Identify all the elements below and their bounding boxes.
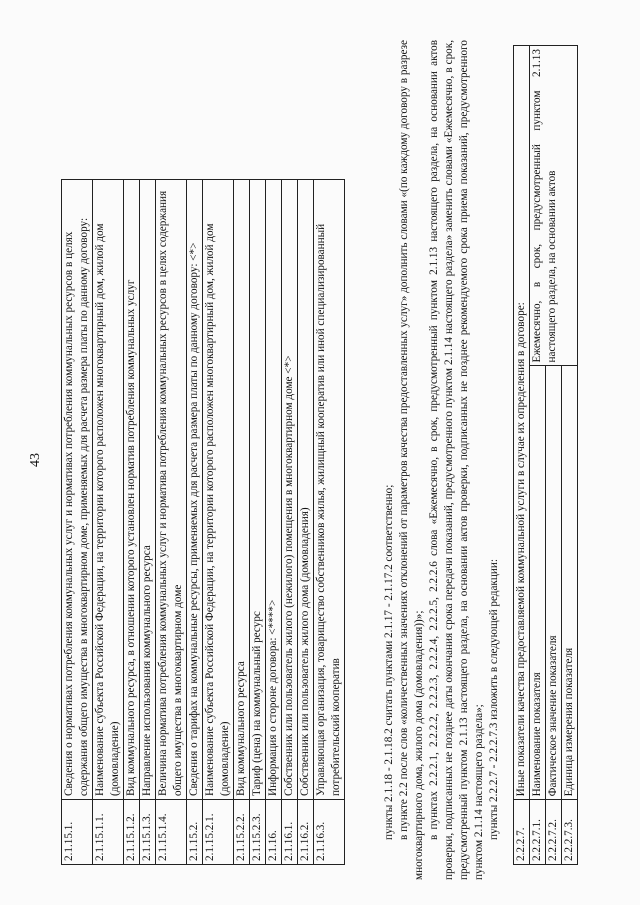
table-row	[282, 180, 298, 865]
row-text: Тариф (цена) на коммунальный ресурс	[250, 180, 266, 800]
row-number: 2.1.15.1.2.	[124, 800, 140, 865]
reporting-deadline-text: Ежемесячно, в срок, предусмотренный пунктом 2.1.13 настоящего раздела, на основании актов	[530, 46, 578, 366]
table-row	[314, 180, 345, 865]
row-text: Иные показатели качества предоставляемой коммунальной услуги в случае их определения в договоре:	[514, 46, 530, 800]
row-number: 2.2.2.7.2.	[546, 800, 562, 865]
table-row	[187, 180, 203, 865]
row-number: 2.1.15.1.1.	[93, 800, 124, 865]
row-number: 2.2.2.7.	[514, 800, 530, 865]
paragraph: пункты 2.1.18 - 2.1.18.2 считать пунктами 2.1.17 - 2.1.17.2 соответственно;	[383, 484, 395, 840]
row-number: 2.2.2.7.1.	[530, 800, 546, 865]
table-row	[266, 180, 282, 865]
table-row	[156, 180, 187, 865]
row-text: Единица измерения показателя	[562, 366, 578, 800]
row-number: 2.1.15.2.1.	[203, 800, 234, 865]
rotated-page-content	[28, 40, 618, 880]
quality-indicators-table	[513, 45, 578, 865]
row-number: 2.1.16.3.	[314, 800, 345, 865]
row-text: Вид коммунального ресурса, в отношении которого установлен норматив потребления коммунальных услуг	[124, 180, 140, 800]
row-number: 2.2.2.7.3.	[562, 800, 578, 865]
paragraph: пункты 2.2.2.7 - 2.2.2.7.3 изложить в следующей редакции:	[488, 559, 500, 840]
row-text: Наименование субъекта Российской Федерации, на территории которого расположен многоквартирный дом, жилой дом (домовладение)	[203, 180, 234, 800]
row-number: 2.1.15.1.4.	[156, 800, 187, 865]
row-text: Направление использования коммунального ресурса	[140, 180, 156, 800]
row-number: 2.1.15.1.	[62, 800, 93, 865]
paragraph: в пунктах 2.2.2.1, 2.2.2.2, 2.2.2.3, 2.2.2.4, 2.2.2.5, 2.2.2.6 слова «Ежемесячно, в срок, предусмотренный пунктом 2.1.13 настоящего раздела, на основании актов проверки, подписанных не позднее даты окончания срока передачи показаний, предусмотренного пунктом 2.1.14 настоящего раздела» заменить словами «Ежемесячно, в срок, предусмотренный пунктом 2.1.13 настоящего раздела, на основании актов проверки, подписанных не позднее рекомендуемого срока приема показаний, предусмотренного пунктом 2.1.14 настоящего раздела»;	[428, 40, 485, 880]
row-number: 2.1.16.1.	[282, 800, 298, 865]
table-row	[234, 180, 250, 865]
row-text: Наименование показателя	[530, 366, 546, 800]
row-text: Собственник или пользователь жилого (нежилого) помещения в многоквартирном доме <*>	[282, 180, 298, 800]
row-text: Фактическое значение показателя	[546, 366, 562, 800]
table-row	[62, 180, 93, 865]
row-text: Вид коммунального ресурса	[234, 180, 250, 800]
row-number: 2.1.16.2.	[298, 800, 314, 865]
table-row	[298, 180, 314, 865]
page-number: 43	[28, 453, 43, 467]
nsi-table-2-1-15	[61, 179, 345, 865]
table-row	[514, 46, 530, 865]
amendment-paragraphs	[382, 40, 502, 880]
table-row	[124, 180, 140, 865]
table-row	[93, 180, 124, 865]
row-text: Собственник или пользователь жилого дома (домовладения)	[298, 180, 314, 800]
row-number: 2.1.16.	[266, 800, 282, 865]
table-row	[140, 180, 156, 865]
table-row	[203, 180, 234, 865]
table-row	[530, 46, 546, 865]
row-text: Сведения о нормативах потребления коммунальных услуг и нормативах потребления коммунальных ресурсов в целях содержания общего имущества в многоквартирном доме, применяемых для расчета размера платы по данному договору:	[62, 180, 93, 800]
table-row	[250, 180, 266, 865]
row-number: 2.1.15.2.3.	[250, 800, 266, 865]
row-text: Сведения о тарифах на коммунальные ресурсы, применяемых для расчета размера платы по данному договору: <*>	[187, 180, 203, 800]
row-text: Величина норматива потребления коммунальных услуг и норматива потребления коммунальных ресурсов в целях содержания общего имущества в многоквартирном доме	[156, 180, 187, 800]
row-text: Управляющая организация, товарищество собственников жилья, жилищный кооператив или иной специализированный потребительский кооператив	[314, 180, 345, 800]
row-text: Информация о стороне договора: <****>	[266, 180, 282, 800]
paragraph: в пункте 2.2 после слов «количественных значениях отклонений от параметров качества предоставленных услуг» дополнить словами «(по каждому договору в разрезе многоквартирного дома, жилого дома (домовладения))»;	[398, 40, 425, 880]
row-number: 2.1.15.2.2.	[234, 800, 250, 865]
row-text: Наименование субъекта Российской Федерации, на территории которого расположен многоквартирный дом, жилой дом (домовладение)	[93, 180, 124, 800]
row-number: 2.1.15.1.3.	[140, 800, 156, 865]
row-number: 2.1.15.2.	[187, 800, 203, 865]
